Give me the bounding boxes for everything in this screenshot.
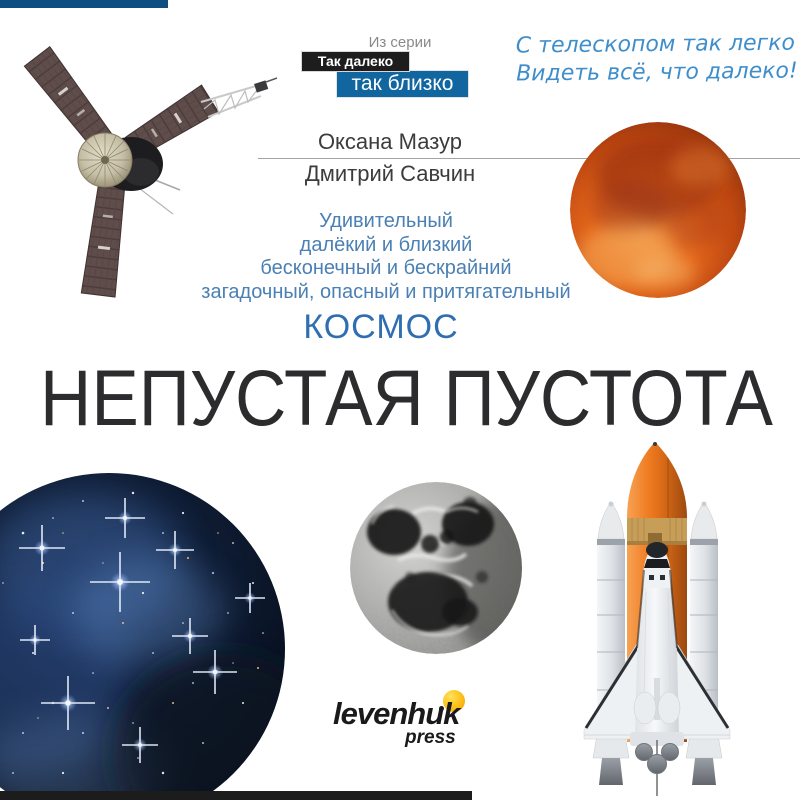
series-badge-dark: Так далеко (302, 52, 409, 71)
handwritten-slogan-line1: С телескопом так легко (515, 30, 796, 59)
star-cluster-photo (0, 473, 285, 800)
author-name-first: Оксана Мазур (317, 129, 463, 154)
description-line: далёкий и близкий (299, 233, 473, 256)
series-intro-label: Из серии (368, 34, 432, 51)
description-line: Удивительный (319, 210, 453, 232)
series-badge-blue: так близко (337, 71, 468, 97)
cover-title: НЕПУСТАЯ ПУСТОТА (40, 353, 773, 442)
publisher-name: levenhuk (333, 696, 460, 731)
space-shuttle-photo (560, 440, 800, 800)
author-name-second: Дмитрий Савчин (304, 161, 476, 186)
description-line: загадочный, опасный и притягательный (201, 280, 571, 303)
bottom-dark-bar (0, 791, 472, 800)
red-moon-photo (570, 122, 746, 298)
handwritten-slogan (516, 30, 800, 89)
cover-description (186, 210, 586, 304)
crater-moon-photo (350, 482, 522, 654)
cover-subtitle: КОСМОС (303, 308, 459, 346)
top-blue-bar (0, 0, 168, 8)
description-line: бесконечный и бескрайний (260, 257, 512, 279)
publisher-imprint: press (405, 727, 456, 748)
publisher-logo (333, 688, 478, 750)
handwritten-slogan-line2: Видеть всё, что далеко! (516, 58, 798, 87)
